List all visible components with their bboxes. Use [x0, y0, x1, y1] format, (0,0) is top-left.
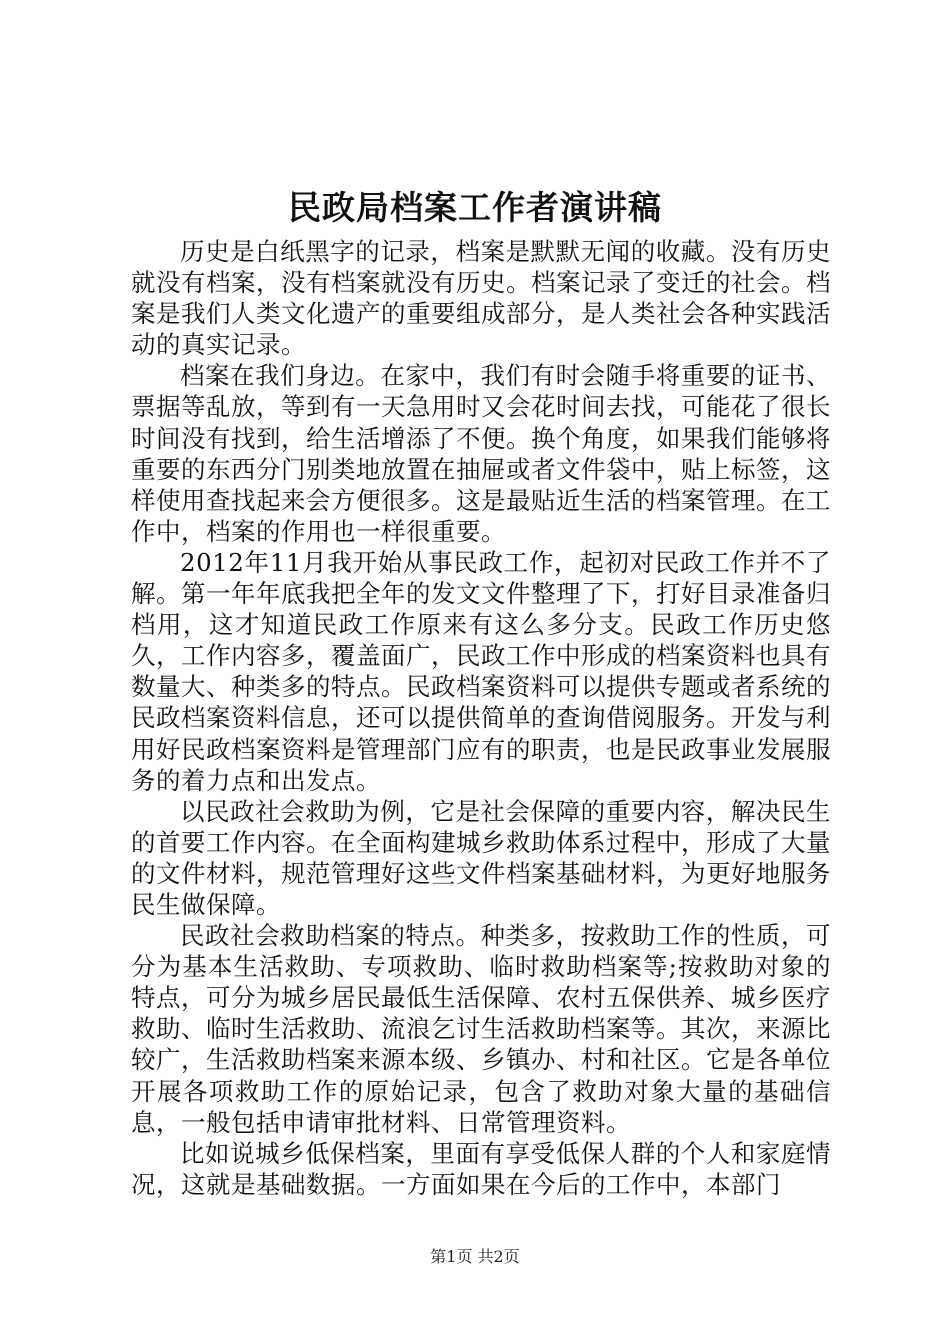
document-body: [131, 236, 831, 1200]
paragraph-1: 历史是白纸黑字的记录，档案是默默无闻的收藏。没有历史就没有档案，没有档案就没有历史。档案记录了变迁的社会。档案是我们人类文化遗产的重要组成部分，是人类社会各种实践活动的真实记录。: [131, 237, 831, 360]
page-footer: 第1页 共2页: [430, 1247, 520, 1266]
paragraph-5: 民政社会救助档案的特点。种类多，按救助工作的性质，可分为基本生活救助、专项救助、临时救助档案等;按救助对象的特点，可分为城乡居民最低生活保障、农村五保供养、城乡医疗救助、临时生活救助、流浪乞讨生活救助档案等。其次，来源比较广，生活救助档案来源本级、乡镇办、村和社区。它是各单位开展各项救助工作的原始记录，包含了救助对象大量的基础信息，一般包括申请审批材料、日常管理资料。: [131, 921, 831, 1137]
paragraph-4: 以民政社会救助为例，它是社会保障的重要内容，解决民生的首要工作内容。在全面构建城乡救助体系过程中，形成了大量的文件材料，规范管理好这些文件档案基础材料，为更好地服务民生做保障。: [131, 796, 831, 919]
paragraph-3: 2012年11月我开始从事民政工作，起初对民政工作并不了解。第一年年底我把全年的发文文件整理了下，打好目录准备归档用，这才知道民政工作原来有这么多分支。民政工作历史悠久，工作内容多，覆盖面广，民政工作中形成的档案资料也具有数量大、种类多的特点。民政档案资料可以提供专题或者系统的民政档案资料信息，还可以提供简单的查询借阅服务。开发与利用好民政档案资料是管理部门应有的职责，也是民政事业发展服务的着力点和出发点。: [131, 547, 831, 795]
document-title: 民政局档案工作者演讲稿: [288, 188, 662, 227]
paragraph-2: 档案在我们身边。在家中，我们有时会随手将重要的证书、票据等乱放，等到有一天急用时又会花时间去找，可能花了很长时间没有找到，给生活增添了不便。换个角度，如果我们能够将重要的东西分门别类地放置在抽屉或者文件袋中，贴上标签，这样使用查找起来会方便很多。这是最贴近生活的档案管理。在工作中，档案的作用也一样很重要。: [131, 361, 831, 546]
paragraph-6: 比如说城乡低保档案，里面有享受低保人群的个人和家庭情况，这就是基础数据。一方面如果在今后的工作中，本部门: [131, 1138, 831, 1199]
